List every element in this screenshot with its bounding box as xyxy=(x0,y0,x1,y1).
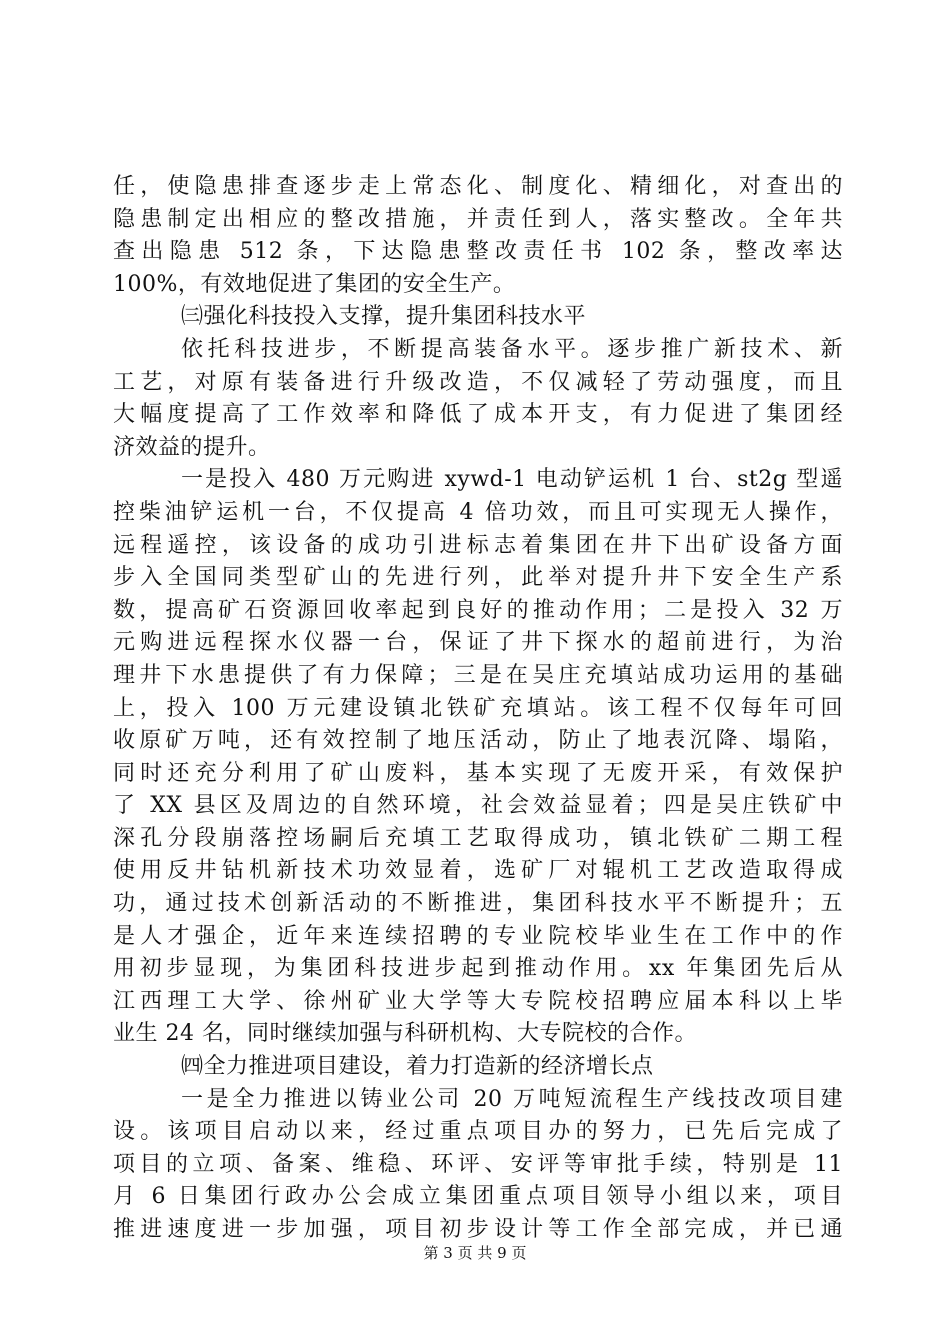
text-line: 深孔分段崩落控场嗣后充填工艺取得成功，镇北铁矿二期工程 xyxy=(113,825,843,851)
page-number-footer: 第 3 页 共 9 页 xyxy=(423,1244,527,1262)
text-line: 100%，有效地促进了集团的安全生产。 xyxy=(113,271,516,297)
text-line: 功，通过技术创新活动的不断推进，集团科技水平不断提升；五 xyxy=(113,891,843,917)
text-line: 依托科技进步，不断提高装备水平。逐步推广新技术、新 xyxy=(181,336,843,362)
text-line: 一是投入 480 万元购进 xywd-1 电动铲运机 1 台、st2g 型遥 xyxy=(181,467,843,493)
text-line: 远程遥控，该设备的成功引进标志着集团在井下出矿设备方面 xyxy=(113,532,843,558)
text-line: 江西理工大学、徐州矿业大学等大专院校招聘应届本科以上毕 xyxy=(113,988,843,1014)
text-line: 设。该项目启动以来，经过重点项目办的努力，已先后完成了 xyxy=(113,1119,843,1145)
text-line: 大幅度提高了工作效率和降低了成本开支，有力促进了集团经 xyxy=(113,402,843,428)
text-line: 隐患制定出相应的整改措施，并责任到人，落实整改。全年共 xyxy=(113,206,843,232)
text-line: 一是全力推进以铸业公司 20 万吨短流程生产线技改项目建 xyxy=(181,1086,843,1112)
text-line: 济效益的提升。 xyxy=(113,434,271,460)
text-line: 月 6 日集团行政办公会成立集团重点项目领导小组以来，项目 xyxy=(113,1184,843,1210)
text-line: 元购进远程探水仪器一台，保证了井下探水的超前进行，为治 xyxy=(113,630,843,656)
text-line: 步入全国同类型矿山的先进行列，此举对提升井下安全生产系 xyxy=(113,565,843,591)
text-line: 是人才强企，近年来连续招聘的专业院校毕业生在工作中的作 xyxy=(113,923,843,949)
text-line: 工艺，对原有装备进行升级改造，不仅减轻了劳动强度，而且 xyxy=(113,369,843,395)
text-line: 使用反井钻机新技术功效显着，选矿厂对辊机工艺改造取得成 xyxy=(113,858,843,884)
text-line: 业生 24 名，同时继续加强与科研机构、大专院校的合作。 xyxy=(113,1021,697,1047)
text-line: 推进速度进一步加强，项目初步设计等工作全部完成，并已通 xyxy=(113,1217,843,1242)
text-line: 数，提高矿石资源回收率起到良好的推动作用；二是投入 32 万 xyxy=(113,597,843,623)
section-heading: ㈢强化科技投入支撑，提升集团科技水平 xyxy=(181,304,587,330)
text-line: 任，使隐患排查逐步走上常态化、制度化、精细化，对查出的 xyxy=(113,174,843,199)
text-line: 同时还充分利用了矿山废料，基本实现了无废开采，有效保护 xyxy=(113,760,843,786)
text-line: 上，投入 100 万元建设镇北铁矿充填站。该工程不仅每年可回 xyxy=(113,695,843,721)
text-line: 查出隐患 512 条，下达隐患整改责任书 102 条，整改率达 xyxy=(113,239,843,265)
text-line: 项目的立项、备案、维稳、环评、安评等审批手续，特别是 11 xyxy=(113,1151,843,1177)
text-line: 理井下水患提供了有力保障；三是在吴庄充填站成功运用的基础 xyxy=(113,662,843,688)
document-body xyxy=(113,171,843,1247)
text-line: 用初步显现，为集团科技进步起到推动作用。xx 年集团先后从 xyxy=(113,956,843,982)
text-line: 收原矿万吨，还有效控制了地压活动，防止了地表沉降、塌陷， xyxy=(113,728,843,754)
text-line: 控柴油铲运机一台，不仅提高 4 倍功效，而且可实现无人操作， xyxy=(113,499,843,525)
text-line: 了 XX 县区及周边的自然环境，社会效益显着；四是吴庄铁矿中 xyxy=(113,793,843,819)
section-heading: ㈣全力推进项目建设，着力打造新的经济增长点 xyxy=(181,1054,654,1080)
